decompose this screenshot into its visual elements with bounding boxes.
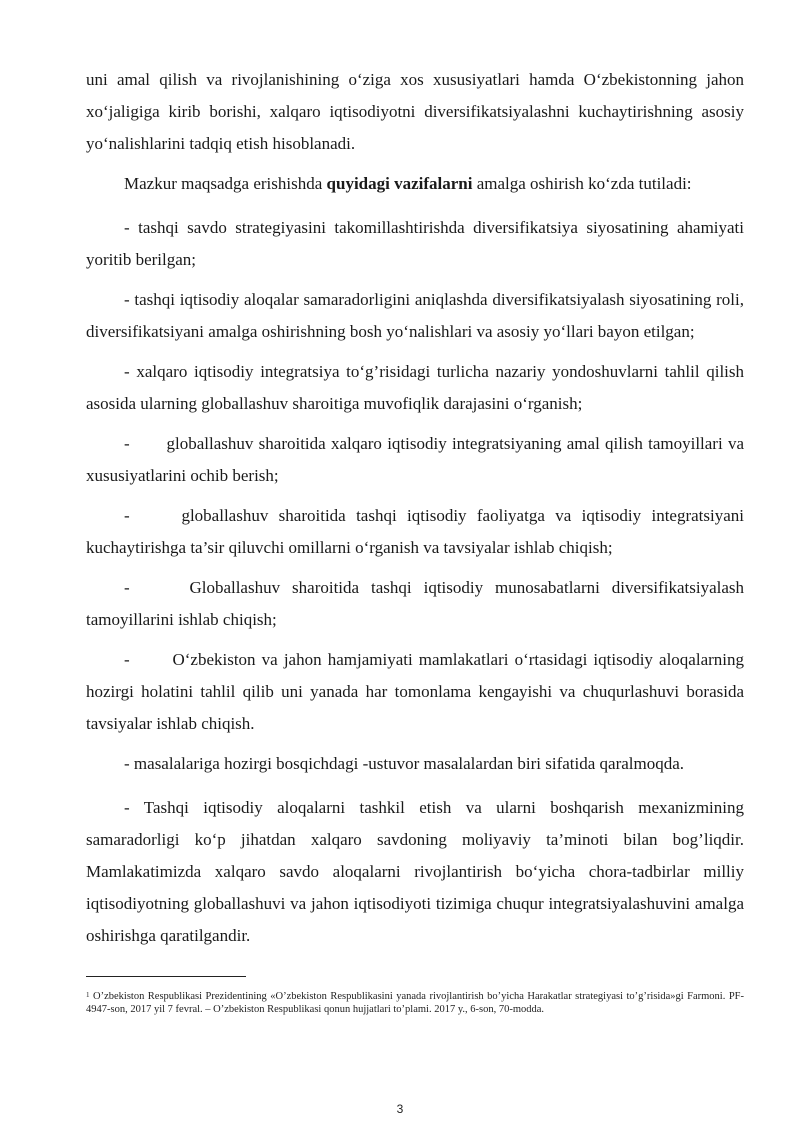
task-dash: -	[124, 434, 130, 453]
task-text: masalalariga hozirgi bosqichdagi -ustuvor masalalardan biri sifatida qaralmoqda.	[133, 754, 685, 773]
tasks-lead	[86, 168, 744, 200]
task-text: Globallashuv sharoitida tashqi iqtisodiy munosabatlarni diversifikatsiyalash tamoyillarini ishlab chiqish;	[86, 578, 744, 629]
task-item	[86, 644, 744, 740]
task-item	[86, 212, 744, 276]
task-item	[86, 748, 744, 780]
tasks-lead-bold: quyidagi vazifalarni	[326, 174, 473, 193]
intro-paragraph: uni amal qilish va rivojlanishining o‘ziga xos xususiyatlari hamda O‘zbekistonning jahon xo‘jaligiga kirib borishi, xalqaro iqtisodiyotni diversifikatsiyalashni kuchaytirishning asosiy yo‘nalishlarini tadqiq etish hisoblanadi.	[86, 70, 744, 153]
task-text: xalqaro iqtisodiy integratsiya to‘g’risidagi turlicha nazariy yondoshuvlarni tahlil qilish asosida ularning globallashuv sharoitiga muvofiqlik darajasini o‘rganish;	[86, 362, 745, 413]
task-dash: -	[124, 754, 130, 773]
task-dash: -	[124, 290, 130, 309]
task-text: O‘zbekiston va jahon hamjamiyati mamlakatlari o‘rtasidagi iqtisodiy aloqalarning hozirgi holatini tahlil qilib uni yanada har tomonlama kengayishi va chuqurlashuvi borasida tavsiyalar ishlab chiqish.	[86, 650, 744, 733]
tasks-lead-after: amalga oshirish ko‘zda tutiladi:	[472, 174, 692, 193]
footnote-text: O’zbekiston Respublikasi Prezidentining «O’zbekiston Respublikasini yanada rivojlantirish bo’yicha Harakatlar strategiyasi to’g’risida»gi Farmoni. PF-4947-son, 2017 yil 7 fevral. – O’zbekiston Respublikasi qonun hujjatlari to’plami. 2017 y., 6-son, 70-modda.	[86, 991, 745, 1015]
task-dash: -	[124, 506, 130, 525]
footnote	[86, 990, 744, 1016]
page-number: 3	[396, 1102, 404, 1116]
task-text: tashqi savdo strategiyasini takomillashtirishda diversifikatsiya siyosatining ahamiyati yoritib berilgan;	[86, 218, 745, 269]
task-item	[86, 356, 744, 420]
task-item	[86, 500, 744, 564]
task-text: tashqi iqtisodiy aloqalar samaradorligini aniqlashda diversifikatsiyalash siyosatining roli, diversifikatsiyani amalga oshirishning bosh yo‘nalishlari va asosiy yo‘llari bayon etilgan;	[86, 290, 744, 341]
task-text: globallashuv sharoitida tashqi iqtisodiy faoliyatga va iqtisodiy integratsiyani kuchaytirishga ta’sir qiluvchi omillarni o‘rganish va tavsiyalar ishlab chiqish;	[86, 506, 745, 557]
task-dash: -	[124, 218, 130, 237]
tasks-lead-before: Mazkur maqsadga erishishda	[124, 174, 327, 193]
task-text: globallashuv sharoitida xalqaro iqtisodiy integratsiyaning amal qilish tamoyillari va xususiyatlarini ochib berish;	[86, 434, 744, 485]
closing-text: Tashqi iqtisodiy aloqalarni tashkil etish va ularni boshqarish mexanizmining samaradorligi ko‘p jihatdan xalqaro savdoning moliyaviy ta’minoti bilan bog’liqdir. Mamlakatimizda xalqaro savdo aloqalarni rivojlantirish bo‘yicha chora-tadbirlar milliy iqtisodiyotning globallashuvi va jahon iqtisodiyoti tizimiga chuqur integratsiyalashuvini amalga oshirishga qaratilgandir.	[86, 798, 744, 945]
task-dash: -	[124, 650, 130, 669]
document-body	[86, 64, 744, 952]
task-item	[86, 428, 744, 492]
task-dash: -	[124, 578, 130, 597]
footnote-divider	[86, 976, 246, 977]
task-dash: -	[124, 362, 130, 381]
task-item	[86, 284, 744, 348]
task-item	[86, 572, 744, 636]
footnote-marker: 1	[86, 991, 90, 999]
closing-paragraph	[86, 792, 744, 952]
closing-dash: -	[124, 798, 130, 817]
